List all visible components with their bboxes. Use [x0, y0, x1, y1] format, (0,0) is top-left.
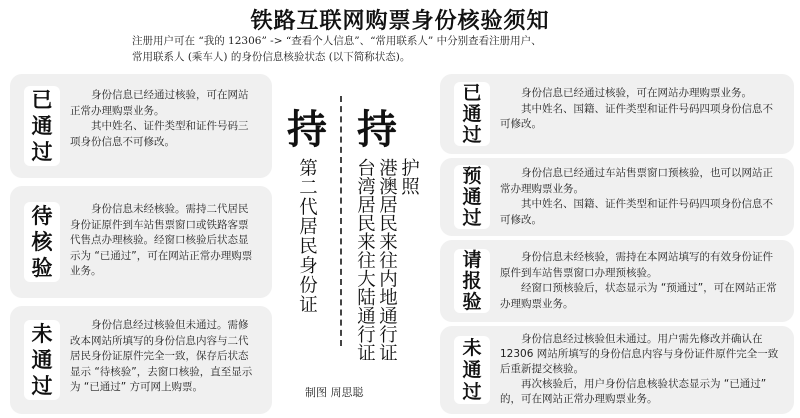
intro-text [132, 33, 692, 65]
badge-char: 验 [462, 290, 482, 313]
graphic-credit: 制图 周思聪 [305, 386, 364, 399]
document-type-taiwan-permit [354, 158, 376, 362]
vertical-text: 第二代居民身份证 [296, 158, 318, 314]
status-description [70, 318, 255, 396]
document-type-passport [398, 158, 420, 195]
badge-char: 未 [462, 337, 482, 359]
badge-char: 通 [462, 359, 482, 381]
status-card-pre-verified-right [440, 158, 794, 236]
badge-char: 核 [31, 230, 53, 254]
status-card-failed-left [10, 306, 272, 414]
badge-char: 通 [31, 114, 53, 138]
status-badge [24, 202, 60, 282]
status-badge [454, 249, 490, 313]
description-paragraph: 身份信息经过核验但未通过。用户需先修改并确认在 12306 网站所填写的身份信息内容与身份证件原件完全一致后重新提交核验。 [500, 333, 779, 375]
intro-line-2: 常用联系人 (乘车人) 的身份信息核验状态 (以下简称状态)。 [132, 51, 411, 63]
status-description [500, 250, 780, 312]
description-paragraph: 身份信息已经通过车站售票窗口预核验，也可以网站正常办理购票业务。 [500, 167, 773, 195]
status-badge [454, 336, 490, 404]
badge-char: 过 [462, 206, 482, 229]
intro-line-1: 注册用户可在 “我的 12306” -> “查看个人信息”、“常用联系人” 中分别查看注册用户、 [132, 35, 542, 47]
status-card-failed-right [440, 326, 794, 414]
status-card-report-right [440, 240, 794, 322]
status-description [500, 332, 782, 407]
description-paragraph: 身份信息已经通过核验，可在网站正常办理购票业务。 [70, 89, 249, 117]
status-description [500, 166, 780, 228]
status-card-verified-right [440, 74, 794, 154]
badge-char: 过 [462, 123, 482, 146]
description-paragraph: 身份信息未经核验，需持在本网站填写的有效身份证件原件到车站售票窗口办理预核验。 [500, 251, 773, 279]
vertical-text: 台湾居民来往大陆通行证 [354, 158, 376, 362]
status-badge [454, 82, 490, 146]
status-description [70, 88, 255, 150]
description-paragraph: 其中姓名、国籍、证件类型和证件号码四项身份信息不可修改。 [500, 102, 773, 130]
badge-char: 已 [31, 88, 53, 112]
description-paragraph: 再次核验后，用户身份信息核验状态显示为 “已通过” 的，可在网站正常办理购票业务。 [500, 378, 767, 405]
description-paragraph: 身份信息已经通过核验，可在网站办理购票业务。 [521, 87, 752, 99]
description-paragraph: 其中姓名、证件类型和证件号码三项身份信息不可修改。 [70, 120, 249, 148]
badge-char: 过 [31, 374, 53, 398]
status-card-pending-left [10, 186, 272, 298]
badge-char: 验 [31, 256, 53, 280]
document-type-resident-id [296, 158, 318, 314]
badge-char: 过 [462, 381, 482, 403]
description-paragraph: 身份信息经过核验但未通过。需修改本网站所填写的身份信息内容与二代居民身份证原件完全一致，保存后状态显示 “待核验”，去窗口核验，直至显示为 “已通过” 方可网上购票。 [70, 319, 253, 393]
description-paragraph: 经窗口预核验后，状态显示为 “预通过”，可在网站正常办理购票业务。 [500, 282, 777, 310]
page-title: 铁路互联网购票身份核验须知 [250, 9, 550, 34]
status-badge [24, 320, 60, 400]
badge-char: 通 [462, 185, 482, 208]
vertical-text: 港澳居民来往内地通行证 [376, 158, 398, 362]
badge-char: 请 [462, 248, 482, 271]
badge-char: 已 [462, 81, 482, 104]
badge-char: 通 [462, 102, 482, 125]
vertical-text: 护照 [398, 158, 420, 195]
description-paragraph: 身份信息未经核验。需持二代居民身份证原件到车站售票窗口或铁路客票代售点办理核验。经窗口核验后状态显示为 “已通过”，可在网站正常办理购票业务。 [70, 203, 253, 277]
badge-char: 通 [31, 348, 53, 372]
badge-char: 未 [31, 322, 53, 346]
badge-char: 待 [31, 204, 53, 228]
status-card-verified-left [10, 74, 272, 178]
document-type-hk-macau-permit [376, 158, 398, 362]
description-paragraph: 其中姓名、国籍、证件类型和证件号码四项身份信息不可修改。 [500, 198, 773, 226]
badge-char: 预 [462, 164, 482, 187]
status-description [500, 86, 780, 133]
badge-char: 过 [31, 140, 53, 164]
status-badge [454, 165, 490, 229]
hold-heading-left: 持 [287, 107, 327, 153]
status-description [70, 202, 255, 280]
center-divider [340, 96, 342, 346]
status-badge [24, 86, 60, 166]
badge-char: 报 [462, 269, 482, 292]
hold-heading-right: 持 [357, 107, 397, 153]
